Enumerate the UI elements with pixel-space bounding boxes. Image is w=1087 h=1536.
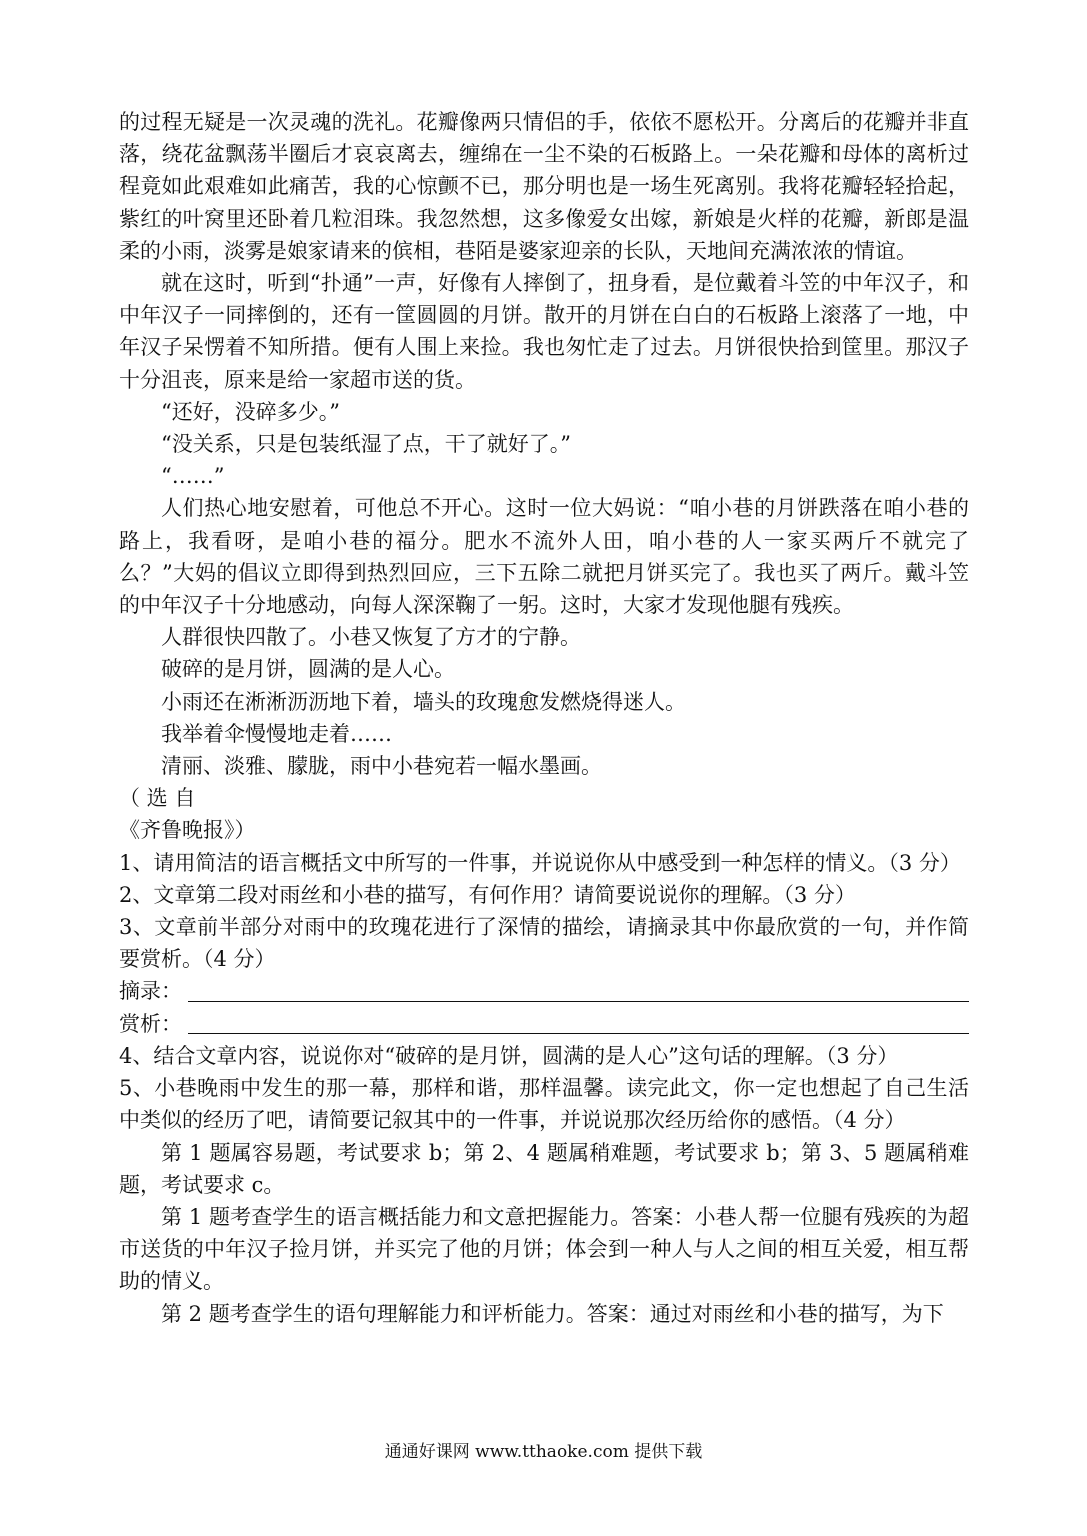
- answer-1: 第 1 题考查学生的语言概括能力和文意把握能力。答案：小巷人帮一位腿有残疾的为超市送货的中年汉子捡月饼，并买完了他的月饼；体会到一种人与人之间的相互关爱，相互帮助的情义。: [119, 1204, 969, 1294]
- question-3: 3、文章前半部分对雨中的玫瑰花进行了深情的描绘，请摘录其中你最欣赏的一句，并作简要赏析。（4 分）: [119, 915, 969, 972]
- question-1: 1、请用简洁的语言概括文中所写的一件事，并说说你从中感受到一种怎样的情义。（3 分）: [119, 850, 961, 875]
- excerpt-label: 摘录：: [119, 979, 182, 1004]
- question-2: 2、文章第二段对雨丝和小巷的描写，有何作用？请简要说说你的理解。（3 分）: [119, 882, 856, 907]
- passage-line-3: 小雨还在淅淅沥沥地下着，墙头的玫瑰愈发燃烧得迷人。: [161, 689, 686, 714]
- source-attribution-start: （ 选 自: [119, 786, 196, 811]
- passage-line-2: 破碎的是月饼，圆满的是人心。: [161, 657, 455, 682]
- passage-paragraph-1: 的过程无疑是一次灵魂的洗礼。花瓣像两只情侣的手，依依不愿松开。分离后的花瓣并非直落，绕花盆飘荡半圈后才哀哀离去，缠绵在一尘不染的石板路上。一朵花瓣和母体的离析过程竟如此艰难如此痛苦，我的心惊颤不已，那分明也是一场生死离别。我将花瓣轻轻拾起，紫红的叶窝里还卧着几粒泪珠。我忽然想，这多像爱女出嫁，新娘是火样的花瓣，新郎是温柔的小雨，淡雾是娘家请来的傧相，巷陌是婆家迎亲的长队，天地间充满浓浓的情谊。: [119, 110, 969, 263]
- passage-paragraph-2: 就在这时，听到“扑通”一声，好像有人摔倒了，扭身看，是位戴着斗笠的中年汉子，和中年汉子一同摔倒的，还有一筐圆圆的月饼。散开的月饼在白白的石板路上滚落了一地，中年汉子呆愣着不知所措。便有人围上来捡。我也匆忙走了过去。月饼很快拾到筐里。那汉子十分沮丧，原来是给一家超市送的货。: [119, 271, 969, 392]
- document-body: [119, 106, 969, 1330]
- passage-line-1: 人群很快四散了。小巷又恢复了方才的宁静。: [161, 625, 581, 650]
- difficulty-note: 第 1 题属容易题，考试要求 b；第 2、4 题属稍难题，考试要求 b；第 3、5 题属稍难题，考试要求 c。: [119, 1140, 969, 1197]
- source-attribution-end: 《齐鲁晚报》）: [119, 818, 256, 843]
- dialogue-line-2: “没关系，只是包装纸湿了点，干了就好了。”: [161, 432, 571, 457]
- page-footer: 通通好课网 www.tthaoke.com 提供下载: [384, 1442, 703, 1462]
- dialogue-line-1: “还好，没碎多少。”: [161, 399, 340, 424]
- analysis-label: 赏析：: [119, 1011, 182, 1036]
- passage-line-4: 我举着伞慢慢地走着……: [161, 721, 392, 746]
- answer-2: 第 2 题考查学生的语句理解能力和评析能力。答案：通过对雨丝和小巷的描写，为下: [161, 1301, 944, 1326]
- analysis-blank: [188, 1011, 969, 1034]
- excerpt-answer-line: [119, 975, 969, 1007]
- question-4: 4、结合文章内容，说说你对“破碎的是月饼，圆满的是人心”这句话的理解。（3 分）: [119, 1043, 899, 1068]
- analysis-answer-line: [119, 1008, 969, 1040]
- passage-line-5: 清丽、淡雅、朦胧，雨中小巷宛若一幅水墨画。: [161, 754, 602, 779]
- dialogue-line-3: “……”: [161, 464, 225, 489]
- passage-paragraph-3: 人们热心地安慰着，可他总不开心。这时一位大妈说：“咱小巷的月饼跌落在咱小巷的路上，我看呀，是咱小巷的福分。肥水不流外人田，咱小巷的人一家买两斤不就完了么？”大妈的倡议立即得到热烈回应，三下五除二就把月饼买完了。我也买了两斤。戴斗笠的中年汉子十分地感动，向每人深深鞠了一躬。这时，大家才发现他腿有残疾。: [119, 496, 969, 618]
- question-5: 5、小巷晚雨中发生的那一幕，那样和谐，那样温馨。读完此文，你一定也想起了自己生活中类似的经历了吧，请简要记叙其中的一件事，并说说那次经历给你的感悟。（4 分）: [119, 1076, 969, 1133]
- excerpt-blank: [188, 979, 969, 1002]
